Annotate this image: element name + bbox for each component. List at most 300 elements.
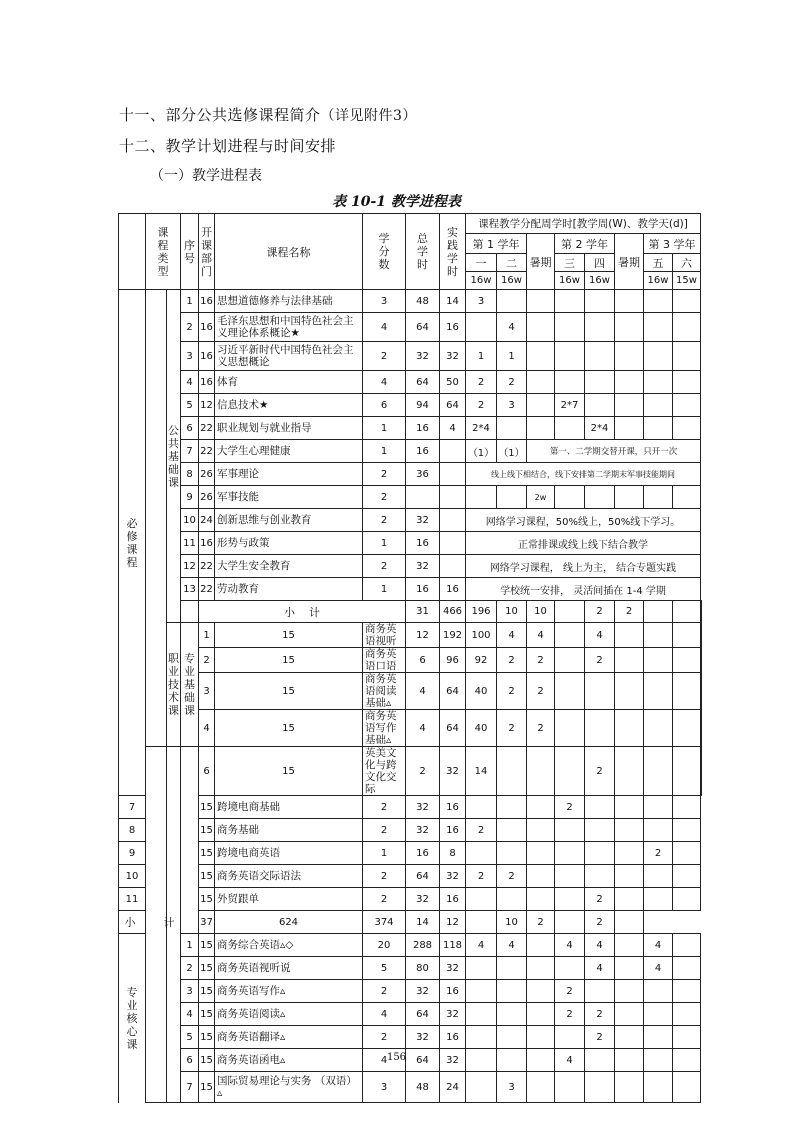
- weekly-hours-cell: [585, 486, 615, 509]
- hours-cell: 16: [406, 842, 440, 865]
- weekly-hours-cell: [615, 819, 644, 842]
- weekly-hours-cell: [673, 486, 701, 509]
- weekly-hours-cell: [585, 710, 615, 747]
- hours-cell: 64: [406, 371, 440, 394]
- credits-cell: 2: [363, 555, 406, 578]
- weekly-hours-cell: [673, 796, 701, 819]
- header-summer-1: 暑期: [527, 234, 555, 290]
- weekly-hours-cell: [644, 710, 673, 747]
- seq-cell: 9: [119, 842, 146, 865]
- dept-cell: 15: [215, 648, 363, 673]
- weekly-hours-cell: [497, 842, 527, 865]
- weekly-hours-cell: [555, 290, 585, 313]
- table-row: [119, 601, 702, 623]
- hours-cell: 48: [406, 1072, 440, 1103]
- weekly-hours-cell: [673, 648, 701, 673]
- course-name-cell: 思想道德修养与法律基础: [215, 290, 363, 313]
- course-name-cell: 商务英语阅读基础▵: [363, 673, 406, 710]
- weekly-hours-cell: [644, 601, 673, 623]
- dept-cell: 15: [199, 865, 215, 888]
- weekly-hours-cell: [615, 980, 644, 1003]
- weekly-hours-cell: 4: [644, 957, 673, 980]
- practice-cell: 16: [440, 796, 466, 819]
- dept-cell: 15: [199, 1026, 215, 1049]
- hours-cell: 32: [406, 555, 440, 578]
- weekly-hours-cell: [644, 980, 673, 1003]
- schedule-note-cell: 学校统一安排， 灵活间插在 1-4 学期: [466, 578, 701, 601]
- weekly-hours-cell: [466, 980, 497, 1003]
- weekly-hours-cell: 2: [466, 819, 497, 842]
- weekly-hours-cell: [555, 601, 585, 623]
- credits-cell: 2: [363, 342, 406, 371]
- weekly-hours-cell: 10: [497, 601, 527, 623]
- practice-cell: [440, 486, 466, 509]
- weekly-hours-cell: 3: [497, 394, 527, 417]
- table-row: [119, 313, 702, 342]
- seq-cell: 8: [181, 463, 199, 486]
- course-name-cell: 跨境电商英语: [215, 842, 363, 865]
- weekly-hours-cell: [701, 623, 702, 648]
- practice-cell: 16: [440, 980, 466, 1003]
- weekly-hours-cell: [497, 747, 527, 796]
- weekly-hours-cell: [644, 1072, 673, 1103]
- practice-cell: 32: [440, 342, 466, 371]
- course-name-cell: 跨境电商基础: [215, 796, 363, 819]
- table-row: [119, 371, 702, 394]
- table-row: [119, 957, 702, 980]
- weekly-hours-cell: [555, 342, 585, 371]
- weekly-hours-cell: [555, 673, 585, 710]
- weekly-hours-cell: 2*4: [466, 417, 497, 440]
- group-public-foundation: 公共基础课: [167, 290, 181, 623]
- weekly-hours-cell: 2: [527, 911, 555, 934]
- weekly-hours-cell: 2: [527, 648, 555, 673]
- course-name-cell: 大学生安全教育: [215, 555, 363, 578]
- table-header: [119, 214, 702, 290]
- course-name-cell: 商务英语视听: [363, 623, 406, 648]
- dept-cell: 16: [199, 313, 215, 342]
- credits-cell: 2: [363, 463, 406, 486]
- practice-cell: 24: [440, 1072, 466, 1103]
- group-professional-core: 专业核心课: [119, 934, 146, 1103]
- weekly-hours-cell: [701, 747, 702, 796]
- table-row: [119, 911, 702, 934]
- weekly-hours-cell: 2*4: [585, 417, 615, 440]
- seq-cell: 7: [181, 440, 199, 463]
- table-body: [119, 290, 702, 1103]
- hours-cell: 32: [406, 819, 440, 842]
- credits-cell: 2: [363, 486, 406, 509]
- weekly-hours-cell: 10: [527, 601, 555, 623]
- dept-cell: 12: [199, 394, 215, 417]
- seq-cell: 7: [181, 1072, 199, 1103]
- section-11-note: （详见附件3）: [320, 108, 417, 124]
- seq-cell: 6: [181, 417, 199, 440]
- weekly-hours-cell: 2: [585, 747, 615, 796]
- table-row: [119, 842, 702, 865]
- seq-cell: 3: [181, 342, 199, 371]
- schedule-note-cell: 线上线下相结合，线下安排第二学期末军事技能期间: [466, 463, 701, 486]
- weekly-hours-cell: [644, 796, 673, 819]
- weekly-hours-cell: [527, 1026, 555, 1049]
- dept-cell: 16: [199, 342, 215, 371]
- weekly-hours-cell: [527, 957, 555, 980]
- practice-cell: 118: [440, 934, 466, 957]
- course-name-cell: 商务基础: [215, 819, 363, 842]
- table-row: [119, 394, 702, 417]
- section-11-heading: [119, 104, 417, 125]
- header-sem-6: 六: [673, 254, 701, 272]
- weekly-hours-cell: [466, 1072, 497, 1103]
- teaching-schedule-table: [118, 213, 702, 1103]
- weekly-hours-cell: [701, 601, 702, 623]
- hours-cell: 32: [406, 509, 440, 532]
- hours-cell: 94: [406, 394, 440, 417]
- credits-cell: 6: [363, 394, 406, 417]
- weekly-hours-cell: [497, 796, 527, 819]
- practice-cell: 32: [440, 1049, 466, 1072]
- table-row: [119, 509, 702, 532]
- practice-cell: 64: [440, 394, 466, 417]
- weekly-hours-cell: [466, 957, 497, 980]
- weekly-hours-cell: （1）: [497, 440, 527, 463]
- weekly-hours-cell: [615, 796, 644, 819]
- table-row: [119, 710, 702, 747]
- hours-cell: 32: [406, 980, 440, 1003]
- schedule-note-cell: 第一、二学期交替开课，只开一次: [527, 440, 701, 463]
- weekly-hours-cell: [585, 842, 615, 865]
- hours-cell: 32: [406, 888, 440, 911]
- hours-cell: 32: [406, 796, 440, 819]
- weekly-hours-cell: [644, 313, 673, 342]
- seq-cell: 4: [199, 710, 215, 747]
- course-name-cell: 商务综合英语▵◇: [215, 934, 363, 957]
- weekly-hours-cell: [466, 911, 497, 934]
- weekly-hours-cell: [585, 673, 615, 710]
- credits-cell: 2: [363, 796, 406, 819]
- weekly-hours-cell: [615, 911, 644, 934]
- hours-cell: 36: [406, 463, 440, 486]
- dept-cell: 15: [199, 980, 215, 1003]
- course-name-cell: 信息技术★: [215, 394, 363, 417]
- weekly-hours-cell: [555, 417, 585, 440]
- weekly-hours-cell: [615, 486, 644, 509]
- schedule-note-cell: 正常排课或线上线下结合教学: [466, 532, 701, 555]
- table-title: 表 10-1 教学进程表: [332, 194, 461, 210]
- hours-cell: 32: [440, 747, 466, 796]
- weekly-hours-cell: [615, 747, 644, 796]
- weekly-hours-cell: [527, 747, 555, 796]
- table-row: [119, 578, 702, 601]
- page-number: 156: [386, 1052, 407, 1063]
- weekly-hours-cell: [615, 1072, 644, 1103]
- table-row: [119, 865, 702, 888]
- practice-cell: [440, 532, 466, 555]
- weekly-hours-cell: [497, 957, 527, 980]
- credits-cell: 4: [406, 673, 440, 710]
- weekly-hours-cell: 2: [555, 980, 585, 1003]
- hours-cell: 64: [406, 865, 440, 888]
- weekly-hours-cell: [497, 1003, 527, 1026]
- hours-cell: 16: [406, 417, 440, 440]
- table-row: [119, 1026, 702, 1049]
- table-row: [119, 486, 702, 509]
- hours-cell: 64: [406, 1003, 440, 1026]
- dept-cell: 15: [199, 1072, 215, 1103]
- weekly-hours-cell: [673, 865, 701, 888]
- header-course-name: 课程名称: [215, 214, 363, 290]
- dept-cell: 22: [199, 555, 215, 578]
- header-weeks-4: 16w: [585, 272, 615, 290]
- dept-cell: 15: [199, 796, 215, 819]
- dept-cell: 16: [199, 532, 215, 555]
- header-year-1: 第 1 学年: [466, 234, 527, 254]
- header-weeks-5: 16w: [644, 272, 673, 290]
- weekly-hours-cell: [555, 747, 585, 796]
- seq-cell: 5: [181, 1026, 199, 1049]
- weekly-hours-cell: [673, 957, 701, 980]
- weekly-hours-cell: [555, 819, 585, 842]
- header-year-3: 第 3 学年: [644, 234, 701, 254]
- course-name-cell: 商务英语写作基础▵: [363, 710, 406, 747]
- weekly-hours-cell: [615, 313, 644, 342]
- subtotal-label: 小 计: [199, 601, 406, 623]
- course-name-cell: 商务英语写作▵: [215, 980, 363, 1003]
- weekly-hours-cell: [585, 819, 615, 842]
- practice-cell: [440, 463, 466, 486]
- credits-cell: 2: [363, 980, 406, 1003]
- practice-cell: 374: [363, 911, 406, 934]
- practice-cell: 40: [466, 710, 497, 747]
- practice-cell: 14: [466, 747, 497, 796]
- weekly-hours-cell: 2: [466, 865, 497, 888]
- dept-cell: 22: [199, 578, 215, 601]
- credits-cell: 2: [406, 747, 440, 796]
- practice-cell: 16: [440, 578, 466, 601]
- weekly-hours-cell: [673, 342, 701, 371]
- practice-cell: 100: [466, 623, 497, 648]
- credits-cell: 4: [363, 313, 406, 342]
- practice-cell: 4: [440, 417, 466, 440]
- subsection-1-heading: （一）教学进程表: [150, 168, 262, 184]
- header-seq: 序号: [181, 214, 199, 290]
- table-row: [119, 440, 702, 463]
- weekly-hours-cell: 2: [585, 1003, 615, 1026]
- weekly-hours-cell: 14: [406, 911, 440, 934]
- section-12-heading: 十二、教学计划进程与时间安排: [119, 137, 337, 155]
- practice-cell: 16: [440, 1026, 466, 1049]
- dept-cell: 15: [199, 1049, 215, 1072]
- practice-cell: 16: [440, 819, 466, 842]
- weekly-hours-cell: [585, 796, 615, 819]
- practice-cell: 32: [440, 865, 466, 888]
- weekly-hours-cell: 2w: [527, 486, 555, 509]
- weekly-hours-cell: [644, 1003, 673, 1026]
- seq-cell: 4: [181, 371, 199, 394]
- practice-cell: 32: [440, 957, 466, 980]
- course-name-cell: 毛泽东思想和中国特色社会主义理论体系概论★: [215, 313, 363, 342]
- seq-cell: 2: [181, 957, 199, 980]
- credits-cell: 20: [363, 934, 406, 957]
- weekly-hours-cell: [585, 394, 615, 417]
- seq-cell: 9: [181, 486, 199, 509]
- table-row: [119, 417, 702, 440]
- weekly-hours-cell: [555, 842, 585, 865]
- weekly-hours-cell: 4: [466, 934, 497, 957]
- weekly-hours-cell: [466, 842, 497, 865]
- weekly-hours-cell: [615, 371, 644, 394]
- weekly-hours-cell: 4: [555, 934, 585, 957]
- weekly-hours-cell: [466, 796, 497, 819]
- header-hours: 总学时: [406, 214, 440, 290]
- weekly-hours-cell: 2*7: [555, 394, 585, 417]
- header-weeks-2: 16w: [497, 272, 527, 290]
- dept-cell: 26: [199, 486, 215, 509]
- schedule-note-cell: 网络学习课程，50%线上，50%线下学习。: [466, 509, 701, 532]
- hours-cell: 16: [406, 532, 440, 555]
- weekly-hours-cell: [701, 673, 702, 710]
- weekly-hours-cell: [527, 888, 555, 911]
- weekly-hours-cell: 2: [644, 842, 673, 865]
- weekly-hours-cell: [673, 842, 701, 865]
- weekly-hours-cell: [673, 1072, 701, 1103]
- weekly-hours-cell: [527, 934, 555, 957]
- weekly-hours-cell: [497, 290, 527, 313]
- seq-cell: 3: [181, 980, 199, 1003]
- weekly-hours-cell: [644, 865, 673, 888]
- course-name-cell: 大学生心理健康: [215, 440, 363, 463]
- weekly-hours-cell: [644, 371, 673, 394]
- table-row: [119, 796, 702, 819]
- weekly-hours-cell: 3: [466, 290, 497, 313]
- weekly-hours-cell: [466, 1003, 497, 1026]
- seq-cell: 1: [181, 290, 199, 313]
- weekly-hours-cell: [615, 957, 644, 980]
- credits-cell: 1: [363, 417, 406, 440]
- hours-cell: 32: [406, 342, 440, 371]
- weekly-hours-cell: [497, 486, 527, 509]
- seq-cell: 2: [199, 648, 215, 673]
- dept-cell: 15: [199, 842, 215, 865]
- hours-cell: 466: [440, 601, 466, 623]
- course-name-cell: 形势与政策: [215, 532, 363, 555]
- weekly-hours-cell: [615, 623, 644, 648]
- dept-cell: 15: [199, 1003, 215, 1026]
- credits-cell: 1: [363, 578, 406, 601]
- hours-cell: 64: [406, 313, 440, 342]
- weekly-hours-cell: [615, 290, 644, 313]
- weekly-hours-cell: [673, 888, 701, 911]
- hours-cell: 624: [215, 911, 363, 934]
- weekly-hours-cell: 2: [585, 601, 615, 623]
- weekly-hours-cell: [673, 710, 701, 747]
- practice-cell: [440, 555, 466, 578]
- subtotal-label: 小 计: [119, 911, 181, 934]
- hours-cell: 32: [406, 1026, 440, 1049]
- group-blank-cell: [146, 290, 167, 747]
- header-practice: 实践学时: [440, 214, 466, 290]
- practice-cell: 50: [440, 371, 466, 394]
- weekly-hours-cell: [497, 819, 527, 842]
- dept-cell: 26: [199, 463, 215, 486]
- weekly-hours-cell: [615, 934, 644, 957]
- credits-cell: 2: [363, 819, 406, 842]
- seq-cell: 11: [181, 532, 199, 555]
- weekly-hours-cell: [585, 865, 615, 888]
- weekly-hours-cell: [585, 342, 615, 371]
- hours-cell: 80: [406, 957, 440, 980]
- schedule-note-cell: 网络学习课程， 线上为主， 结合专题实践: [466, 555, 701, 578]
- seq-cell: 1: [199, 623, 215, 648]
- header-weeks-6: 15w: [673, 272, 701, 290]
- weekly-hours-cell: 4: [527, 623, 555, 648]
- credits-cell: 3: [363, 1072, 406, 1103]
- course-name-cell: 职业规划与就业指导: [215, 417, 363, 440]
- credits-cell: 4: [406, 710, 440, 747]
- table-row: [119, 290, 702, 313]
- table-row: [119, 1072, 702, 1103]
- dept-cell: 15: [199, 934, 215, 957]
- weekly-hours-cell: [585, 980, 615, 1003]
- weekly-hours-cell: [615, 1003, 644, 1026]
- weekly-hours-cell: [585, 290, 615, 313]
- weekly-hours-cell: [615, 342, 644, 371]
- weekly-hours-cell: 2: [585, 648, 615, 673]
- weekly-hours-cell: [701, 710, 702, 747]
- dept-cell: 16: [199, 371, 215, 394]
- table-row: [119, 342, 702, 371]
- weekly-hours-cell: 2: [585, 888, 615, 911]
- group-blank-cell: [181, 747, 199, 934]
- weekly-hours-cell: [673, 313, 701, 342]
- table-row: [119, 532, 702, 555]
- dept-cell: 16: [199, 290, 215, 313]
- weekly-hours-cell: 2: [497, 673, 527, 710]
- weekly-hours-cell: [673, 747, 701, 796]
- table-row: [119, 673, 702, 710]
- course-name-cell: 商务英语阅读▵: [215, 1003, 363, 1026]
- weekly-hours-cell: [497, 417, 527, 440]
- weekly-hours-cell: [466, 1026, 497, 1049]
- weekly-hours-cell: [673, 601, 701, 623]
- seq-cell: 1: [181, 934, 199, 957]
- header-course-type: 课程类型: [146, 214, 181, 290]
- practice-cell: [440, 509, 466, 532]
- hours-cell: 64: [440, 673, 466, 710]
- weekly-hours-cell: [615, 673, 644, 710]
- header-blank: [119, 214, 146, 290]
- weekly-hours-cell: [555, 371, 585, 394]
- practice-cell: 32: [440, 1003, 466, 1026]
- weekly-hours-cell: （1）: [466, 440, 497, 463]
- weekly-hours-cell: [644, 648, 673, 673]
- weekly-hours-cell: [555, 957, 585, 980]
- table-row: [119, 1003, 702, 1026]
- credits-cell: 2: [363, 1026, 406, 1049]
- weekly-hours-cell: [555, 710, 585, 747]
- weekly-hours-cell: [527, 290, 555, 313]
- weekly-hours-cell: [673, 1003, 701, 1026]
- weekly-hours-cell: [585, 1072, 615, 1103]
- credits-cell: 5: [363, 957, 406, 980]
- weekly-hours-cell: [555, 865, 585, 888]
- header-dept: 开课部门: [199, 214, 215, 290]
- course-name-cell: 商务英语视听说: [215, 957, 363, 980]
- dept-cell: 22: [199, 417, 215, 440]
- practice-cell: 16: [440, 888, 466, 911]
- hours-cell: [406, 486, 440, 509]
- header-summer-2: 暑期: [615, 234, 644, 290]
